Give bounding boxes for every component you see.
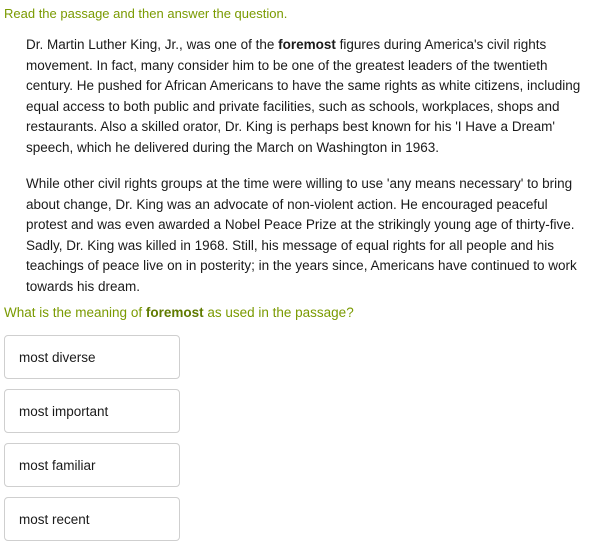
passage-body (26, 35, 582, 297)
question-prompt (0, 297, 600, 323)
passage-p1-bold-word: foremost (278, 37, 336, 52)
answer-choice-3[interactable] (4, 443, 180, 487)
passage-p1-part2: figures during America's civil rights movement. In fact, many consider him to be one of the greatest leaders of the twentieth century. He pushed for African Americans to have the same rights as white citizens, including equal access to both public and private facilities, such as schools, workplaces, shops and restaurants. Also a skilled orator, Dr. King is perhaps best known for his 'I Have a Dream' speech, which he delivered during the March on Washington in 1963. (26, 37, 581, 155)
answer-choice-1[interactable] (4, 335, 180, 379)
passage-paragraph-2: While other civil rights groups at the time were willing to use 'any means necessary' to bring about change, Dr. King was an advocate of non-violent action. He encouraged peaceful protest and was even awarded a Nobel Peace Prize at the strikingly young age of thirty-five. Sadly, Dr. King was killed in 1968. Still, his message of equal rights for all people and his teachings of peace live on in posterity; in the years since, Americans have continued to work towards his dream. (26, 176, 577, 294)
question-target-word: foremost (145, 305, 204, 320)
question-prefix: What is the meaning of (4, 305, 146, 320)
answer-choice-label: most familiar (19, 457, 96, 473)
answer-choice-label: most important (19, 403, 109, 419)
question-suffix: as used in the passage? (203, 305, 354, 320)
answer-choice-label: most diverse (19, 349, 96, 365)
passage-p1-part1: Dr. Martin Luther King, Jr., was one of the (26, 37, 279, 52)
passage-paragraph-1 (26, 35, 582, 158)
instruction-text: Read the passage and then answer the question. (4, 6, 288, 21)
answer-choice-label: most recent (19, 511, 90, 527)
answer-choice-2[interactable] (4, 389, 180, 433)
answer-choice-4[interactable] (4, 497, 180, 541)
answer-choices (0, 335, 600, 541)
